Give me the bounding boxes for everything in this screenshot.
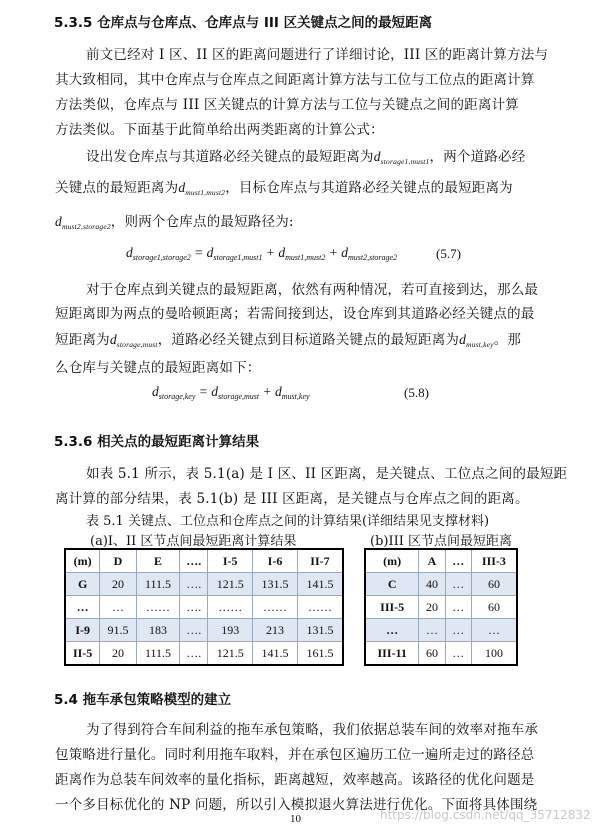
- section-5-3-5-heading: 5.3.5 仓库点与仓库点、仓库点与 III 区关键点之间的最短距离: [54, 15, 433, 31]
- paragraph-line: 距离作为总装车间效率的量化指标，距离越短，效率越高。该路径的优化问题是: [55, 772, 535, 788]
- table-cell: ….: [180, 619, 208, 642]
- equation-number: (5.7): [436, 246, 461, 261]
- page-number: 10: [290, 813, 301, 825]
- table-header-cell: E: [136, 549, 180, 573]
- table-cell: I-9: [65, 619, 100, 642]
- table-cell: 20: [100, 573, 136, 596]
- table-cell: …: [445, 573, 471, 596]
- table-header-cell: (m): [65, 549, 100, 573]
- table-header-cell: A: [419, 549, 445, 573]
- paragraph-line: 其大致相同，其中仓库点与仓库点之间距离计算方法与工位与工位点的距离计算: [55, 72, 535, 88]
- table-header-cell: II-7: [297, 549, 343, 573]
- table-cell: ……: [208, 596, 253, 619]
- math-symbol: $d_{must,key}$: [459, 332, 494, 349]
- table-cell: …: [100, 596, 136, 619]
- paragraph-line: $d_{must2,storage2}$，则两个仓库点的最短路径为:: [55, 214, 294, 231]
- paragraph-line: 包策略进行量化。同时利用拖车取料，并在承包区遍历工位一遍所走过的路径总: [55, 747, 535, 763]
- table-cell: 111.5: [136, 642, 180, 666]
- table-cell: 121.5: [208, 573, 253, 596]
- table-row: [65, 642, 343, 666]
- table-cell: …: [365, 619, 419, 642]
- watermark-url: https://blog.csdn.net/qq_35712832: [380, 808, 591, 822]
- table-header-cell: ….: [180, 549, 208, 573]
- section-5-4-heading: 5.4 拖车承包策略模型的建立: [54, 692, 232, 708]
- table-cell: II-5: [65, 642, 100, 666]
- table-cell: 40: [419, 573, 445, 596]
- table-header-cell: I-6: [253, 549, 298, 573]
- table-cell: 121.5: [208, 642, 253, 666]
- paragraph-line: 离计算的部分结果，表 5.1(b) 是 III 区距离，是关键点与仓库点之间的距离。: [55, 491, 529, 507]
- math-symbol: $d_{must1,must2}$: [178, 180, 226, 197]
- section-5-3-6-heading: 5.3.6 相关点的最短距离计算结果: [54, 434, 260, 450]
- table-cell: 111.5: [136, 573, 180, 596]
- table-cell: 141.5: [253, 642, 298, 666]
- paragraph-line: 如表 5.1 所示，表 5.1(a) 是 I 区、II 区距离，是关键点、工位点之间的最短距: [86, 466, 568, 482]
- table-cell: 91.5: [100, 619, 136, 642]
- equation-number: (5.8): [404, 385, 429, 400]
- math-symbol: $d_{storage1,must1}$: [373, 149, 430, 166]
- table-cell: …: [471, 619, 517, 642]
- paragraph-line: 方法类似。下面基于此简单给出两类距离的计算公式：: [55, 122, 384, 138]
- table-header-cell: …: [445, 549, 471, 573]
- table-cell: …: [445, 596, 471, 619]
- table-row: [365, 619, 517, 642]
- table-cell: 20: [100, 642, 136, 666]
- paragraph-line: 短距离为$d_{storage,must}$，道路必经关键点到目标道路关键点的最短距离为$d_{must,key}$。那: [55, 332, 522, 349]
- table-cell: ….: [180, 573, 208, 596]
- table-cell: …: [445, 642, 471, 666]
- table-cell: III-5: [365, 596, 419, 619]
- table-header-row: [65, 549, 343, 573]
- table-cell: 100: [471, 642, 517, 666]
- table-cell: III-11: [365, 642, 419, 666]
- paragraph-line: 关键点的最短距离为$d_{must1,must2}$，目标仓库点与其道路必经关键点的最短距离为: [55, 180, 513, 197]
- table-cell: …: [65, 596, 100, 619]
- table-row: [65, 573, 343, 596]
- table-cell: …: [445, 619, 471, 642]
- table-cell: 161.5: [297, 642, 343, 666]
- math-symbol: $d_{must2,storage2}$: [55, 214, 111, 231]
- table-header-cell: I-5: [208, 549, 253, 573]
- table-b: [364, 548, 518, 666]
- equation-5-7: $d_{storage1,storage2} = d_{storage1,must1} + d_{must1,must2} + d_{must2,storage2}$: [126, 245, 398, 262]
- table-header-cell: D: [100, 549, 136, 573]
- table-cell: 131.5: [253, 573, 298, 596]
- table-cell: 60: [471, 596, 517, 619]
- table-cell: 60: [471, 573, 517, 596]
- table-cell: G: [65, 573, 100, 596]
- table-row: [65, 619, 343, 642]
- table-row: [365, 642, 517, 666]
- paragraph-line: 前文已经对 I 区、II 区的距离问题进行了详细讨论，III 区的距离计算方法与: [86, 47, 549, 63]
- table-cell: 213: [253, 619, 298, 642]
- table-row: [365, 596, 517, 619]
- table-cell: ….: [180, 642, 208, 666]
- table-cell: 131.5: [297, 619, 343, 642]
- math-symbol: $d_{storage,must}$: [109, 332, 158, 349]
- equation-5-8: $d_{storage,key} = d_{storage,must} + d_{must,key}$: [152, 384, 310, 401]
- table-cell: 183: [136, 619, 180, 642]
- table-cell: ……: [136, 596, 180, 619]
- table-row: [65, 596, 343, 619]
- paragraph-line: 方法类似，仓库点与 III 区关键点的计算方法与工位与关键点之间的距离计算: [55, 97, 519, 113]
- table-cell: ……: [297, 596, 343, 619]
- paragraph-line: 么仓库与关键点的最短距离如下：: [55, 360, 261, 376]
- paragraph-line: 对于仓库点到关键点的最短距离，依然有两种情况，若可直接到达，那么最: [86, 282, 539, 298]
- table-cell: C: [365, 573, 419, 596]
- paragraph-line: 一个多目标优化的 NP 问题，所以引入模拟退火算法进行优化。下面将具体围绕: [55, 797, 538, 813]
- table-cell: 60: [419, 642, 445, 666]
- table-cell: …: [419, 619, 445, 642]
- table-b-caption: (b)III 区节点间最短距离: [370, 534, 513, 549]
- table-a-caption: (a)I、II 区节点间最短距离计算结果: [90, 534, 297, 549]
- table-caption: 表 5.1 关键点、工位点和仓库点之间的计算结果(详细结果见支撑材料): [86, 514, 490, 529]
- table-header-row: [365, 549, 517, 573]
- paragraph-line: 短距离即为两点的曼哈顿距离；若需间接到达，设仓库到其道路必经关键点的最: [55, 306, 535, 322]
- table-cell: ……: [253, 596, 298, 619]
- table-cell: ….: [180, 596, 208, 619]
- table-cell: 193: [208, 619, 253, 642]
- table-cell: 141.5: [297, 573, 343, 596]
- paragraph-line: 设出发仓库点与其道路必经关键点的最短距离为$d_{storage1,must1}$，两个道路必经: [86, 149, 526, 166]
- paragraph-line: 为了得到符合车间利益的拖车承包策略，我们依据总装车间的效率对拖车承: [86, 722, 539, 738]
- table-header-cell: III-3: [471, 549, 517, 573]
- table-row: [365, 573, 517, 596]
- table-cell: 20: [419, 596, 445, 619]
- table-a: [64, 548, 344, 666]
- table-header-cell: (m): [365, 549, 419, 573]
